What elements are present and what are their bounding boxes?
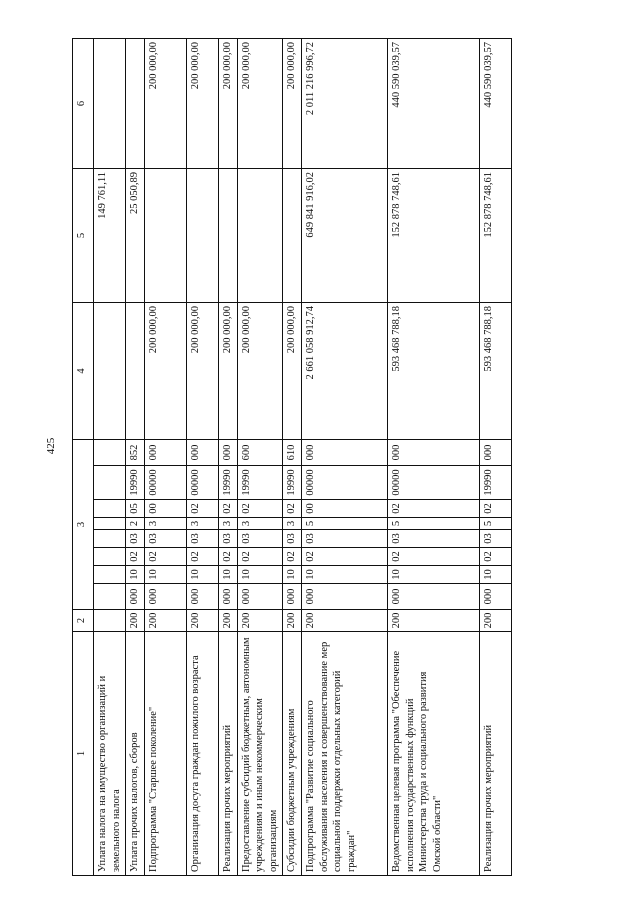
table-row	[144, 39, 186, 876]
row-col5-cell: 649 841 916,02	[302, 169, 388, 303]
row-col5-cell: 25 050,89	[126, 169, 145, 303]
row-col6-cell: 200 000,00	[283, 39, 302, 169]
header-col-1: 1	[73, 632, 94, 876]
row-name-cell: Ведомственная целевая программа "Обеспечение исполнения государственных функций Министерства труда и социального развития Омской области"	[388, 632, 480, 876]
row-code-segment-cell: 05	[126, 500, 145, 518]
row-admin-cell: 200	[302, 610, 388, 632]
header-col-2: 2	[73, 610, 94, 632]
row-code-segment-cell: 03	[218, 530, 237, 548]
row-code-segment-cell: 10	[186, 566, 218, 584]
row-code-segment-cell: 02	[480, 548, 512, 566]
row-code-segment-cell: 3	[186, 518, 218, 530]
row-code-segment-cell: 19990	[218, 466, 237, 500]
row-code-segment-cell: 000	[480, 584, 512, 610]
row-code-segment-cell: 03	[388, 530, 480, 548]
row-col6-cell: 200 000,00	[218, 39, 237, 169]
table-row	[237, 39, 283, 876]
row-code-segment-cell	[94, 466, 126, 500]
row-code-segment-cell: 000	[126, 584, 145, 610]
row-col5-cell: 149 761,11	[94, 169, 126, 303]
header-col-5: 5	[73, 169, 94, 303]
row-col4-cell: 200 000,00	[218, 303, 237, 440]
row-admin-cell	[94, 610, 126, 632]
row-code-segment-cell: 02	[186, 548, 218, 566]
row-code-segment-cell: 000	[283, 584, 302, 610]
row-col6-cell: 440 590 039,57	[388, 39, 480, 169]
row-code-segment-cell: 000	[388, 584, 480, 610]
row-name-cell: Уплата прочих налогов, сборов	[126, 632, 145, 876]
row-code-segment-cell: 02	[237, 500, 283, 518]
row-code-segment-cell: 03	[126, 530, 145, 548]
row-code-segment-cell: 03	[237, 530, 283, 548]
table-row	[126, 39, 145, 876]
row-code-segment-cell: 02	[283, 548, 302, 566]
row-code-segment-cell: 5	[480, 518, 512, 530]
row-code-segment-cell: 03	[144, 530, 186, 548]
row-code-segment-cell: 10	[388, 566, 480, 584]
row-code-segment-cell: 03	[480, 530, 512, 548]
row-code-segment-cell: 000	[480, 440, 512, 466]
table-row	[94, 39, 126, 876]
row-code-segment-cell	[94, 548, 126, 566]
row-code-segment-cell: 10	[480, 566, 512, 584]
row-code-segment-cell: 02	[237, 548, 283, 566]
row-code-segment-cell: 19990	[480, 466, 512, 500]
row-code-segment-cell: 5	[388, 518, 480, 530]
row-code-segment-cell: 5	[302, 518, 388, 530]
row-code-segment-cell: 000	[144, 584, 186, 610]
row-col4-cell: 200 000,00	[283, 303, 302, 440]
row-code-segment-cell	[94, 566, 126, 584]
table-row	[302, 39, 388, 876]
row-code-segment-cell: 3	[283, 518, 302, 530]
row-name-cell: Уплата налога на имущество организаций и земельного налога	[94, 632, 126, 876]
row-code-segment-cell: 02	[144, 548, 186, 566]
row-code-segment-cell: 000	[237, 584, 283, 610]
row-code-segment-cell	[94, 440, 126, 466]
row-col4-cell: 593 468 788,18	[480, 303, 512, 440]
row-code-segment-cell: 000	[144, 440, 186, 466]
row-name-cell: Реализация прочих мероприятий	[480, 632, 512, 876]
row-admin-cell: 200	[237, 610, 283, 632]
row-col5-cell	[186, 169, 218, 303]
row-name-cell: Подпрограмма "Старшее поколение"	[144, 632, 186, 876]
row-code-segment-cell: 00000	[186, 466, 218, 500]
header-col-6: 6	[73, 39, 94, 169]
row-code-segment-cell: 000	[186, 440, 218, 466]
row-col4-cell: 593 468 788,18	[388, 303, 480, 440]
row-admin-cell: 200	[126, 610, 145, 632]
row-code-segment-cell: 000	[302, 584, 388, 610]
row-name-cell: Реализация прочих мероприятий	[218, 632, 237, 876]
row-code-segment-cell: 02	[480, 500, 512, 518]
row-name-cell: Организация досуга граждан пожилого возраста	[186, 632, 218, 876]
row-name-cell: Предоставление субсидий бюджетным, автономным учреждениям и иным некоммерческим организациям	[237, 632, 283, 876]
row-code-segment-cell: 02	[218, 548, 237, 566]
row-code-segment-cell	[94, 518, 126, 530]
table-row	[283, 39, 302, 876]
header-row	[73, 39, 94, 876]
row-col5-cell: 152 878 748,61	[480, 169, 512, 303]
row-col5-cell	[283, 169, 302, 303]
row-code-segment-cell: 000	[186, 584, 218, 610]
row-col5-cell	[144, 169, 186, 303]
table-row	[218, 39, 237, 876]
row-code-segment-cell: 02	[388, 500, 480, 518]
row-code-segment-cell: 02	[388, 548, 480, 566]
row-col6-cell	[94, 39, 126, 169]
row-code-segment-cell: 00	[144, 500, 186, 518]
row-name-cell: Подпрограмма "Развитие социального обслуживания населения и совершенствование мер социальной поддержки отдельных категорий граждан"	[302, 632, 388, 876]
row-admin-cell: 200	[388, 610, 480, 632]
row-code-segment-cell: 3	[237, 518, 283, 530]
row-code-segment-cell: 00	[302, 500, 388, 518]
row-code-segment-cell: 00000	[302, 466, 388, 500]
row-code-segment-cell: 852	[126, 440, 145, 466]
row-admin-cell: 200	[218, 610, 237, 632]
row-col6-cell: 2 011 216 996,72	[302, 39, 388, 169]
row-col6-cell: 200 000,00	[186, 39, 218, 169]
row-code-segment-cell: 000	[302, 440, 388, 466]
row-code-segment-cell: 02	[283, 500, 302, 518]
row-code-segment-cell: 02	[302, 548, 388, 566]
row-code-segment-cell: 03	[283, 530, 302, 548]
row-code-segment-cell: 19990	[237, 466, 283, 500]
row-col5-cell	[237, 169, 283, 303]
row-code-segment-cell: 02	[126, 548, 145, 566]
row-code-segment-cell: 19990	[283, 466, 302, 500]
row-code-segment-cell: 10	[237, 566, 283, 584]
row-code-segment-cell: 10	[126, 566, 145, 584]
row-code-segment-cell: 00000	[388, 466, 480, 500]
row-code-segment-cell: 3	[218, 518, 237, 530]
row-col6-cell	[126, 39, 145, 169]
row-col4-cell	[94, 303, 126, 440]
row-code-segment-cell: 2	[126, 518, 145, 530]
row-code-segment-cell: 03	[302, 530, 388, 548]
row-code-segment-cell: 10	[302, 566, 388, 584]
table-row	[186, 39, 218, 876]
row-admin-cell: 200	[186, 610, 218, 632]
row-code-segment-cell: 000	[388, 440, 480, 466]
row-code-segment-cell: 00000	[144, 466, 186, 500]
row-code-segment-cell: 000	[218, 584, 237, 610]
row-col6-cell: 440 590 039,57	[480, 39, 512, 169]
row-code-segment-cell: 02	[218, 500, 237, 518]
row-col6-cell: 200 000,00	[237, 39, 283, 169]
row-code-segment-cell: 10	[283, 566, 302, 584]
row-name-cell: Субсидии бюджетным учреждениям	[283, 632, 302, 876]
row-admin-cell: 200	[283, 610, 302, 632]
row-code-segment-cell: 10	[144, 566, 186, 584]
row-col4-cell: 200 000,00	[144, 303, 186, 440]
row-col5-cell: 152 878 748,61	[388, 169, 480, 303]
header-col-3: 3	[73, 440, 94, 610]
table-row	[480, 39, 512, 876]
row-col4-cell: 2 661 058 912,74	[302, 303, 388, 440]
row-col5-cell	[218, 169, 237, 303]
row-code-segment-cell: 3	[144, 518, 186, 530]
row-col4-cell: 200 000,00	[186, 303, 218, 440]
row-code-segment-cell: 000	[218, 440, 237, 466]
budget-table	[72, 38, 512, 876]
row-admin-cell: 200	[144, 610, 186, 632]
header-col-4: 4	[73, 303, 94, 440]
row-code-segment-cell: 10	[218, 566, 237, 584]
row-code-segment-cell	[94, 584, 126, 610]
row-col6-cell: 200 000,00	[144, 39, 186, 169]
row-admin-cell: 200	[480, 610, 512, 632]
page-number: 425	[45, 437, 57, 455]
table-row	[388, 39, 480, 876]
row-code-segment-cell: 02	[186, 500, 218, 518]
row-code-segment-cell: 610	[283, 440, 302, 466]
row-code-segment-cell: 03	[186, 530, 218, 548]
row-code-segment-cell	[94, 500, 126, 518]
rotated-page	[72, 39, 521, 876]
row-col4-cell	[126, 303, 145, 440]
row-code-segment-cell	[94, 530, 126, 548]
row-code-segment-cell: 600	[237, 440, 283, 466]
row-code-segment-cell: 19990	[126, 466, 145, 500]
row-col4-cell: 200 000,00	[237, 303, 283, 440]
